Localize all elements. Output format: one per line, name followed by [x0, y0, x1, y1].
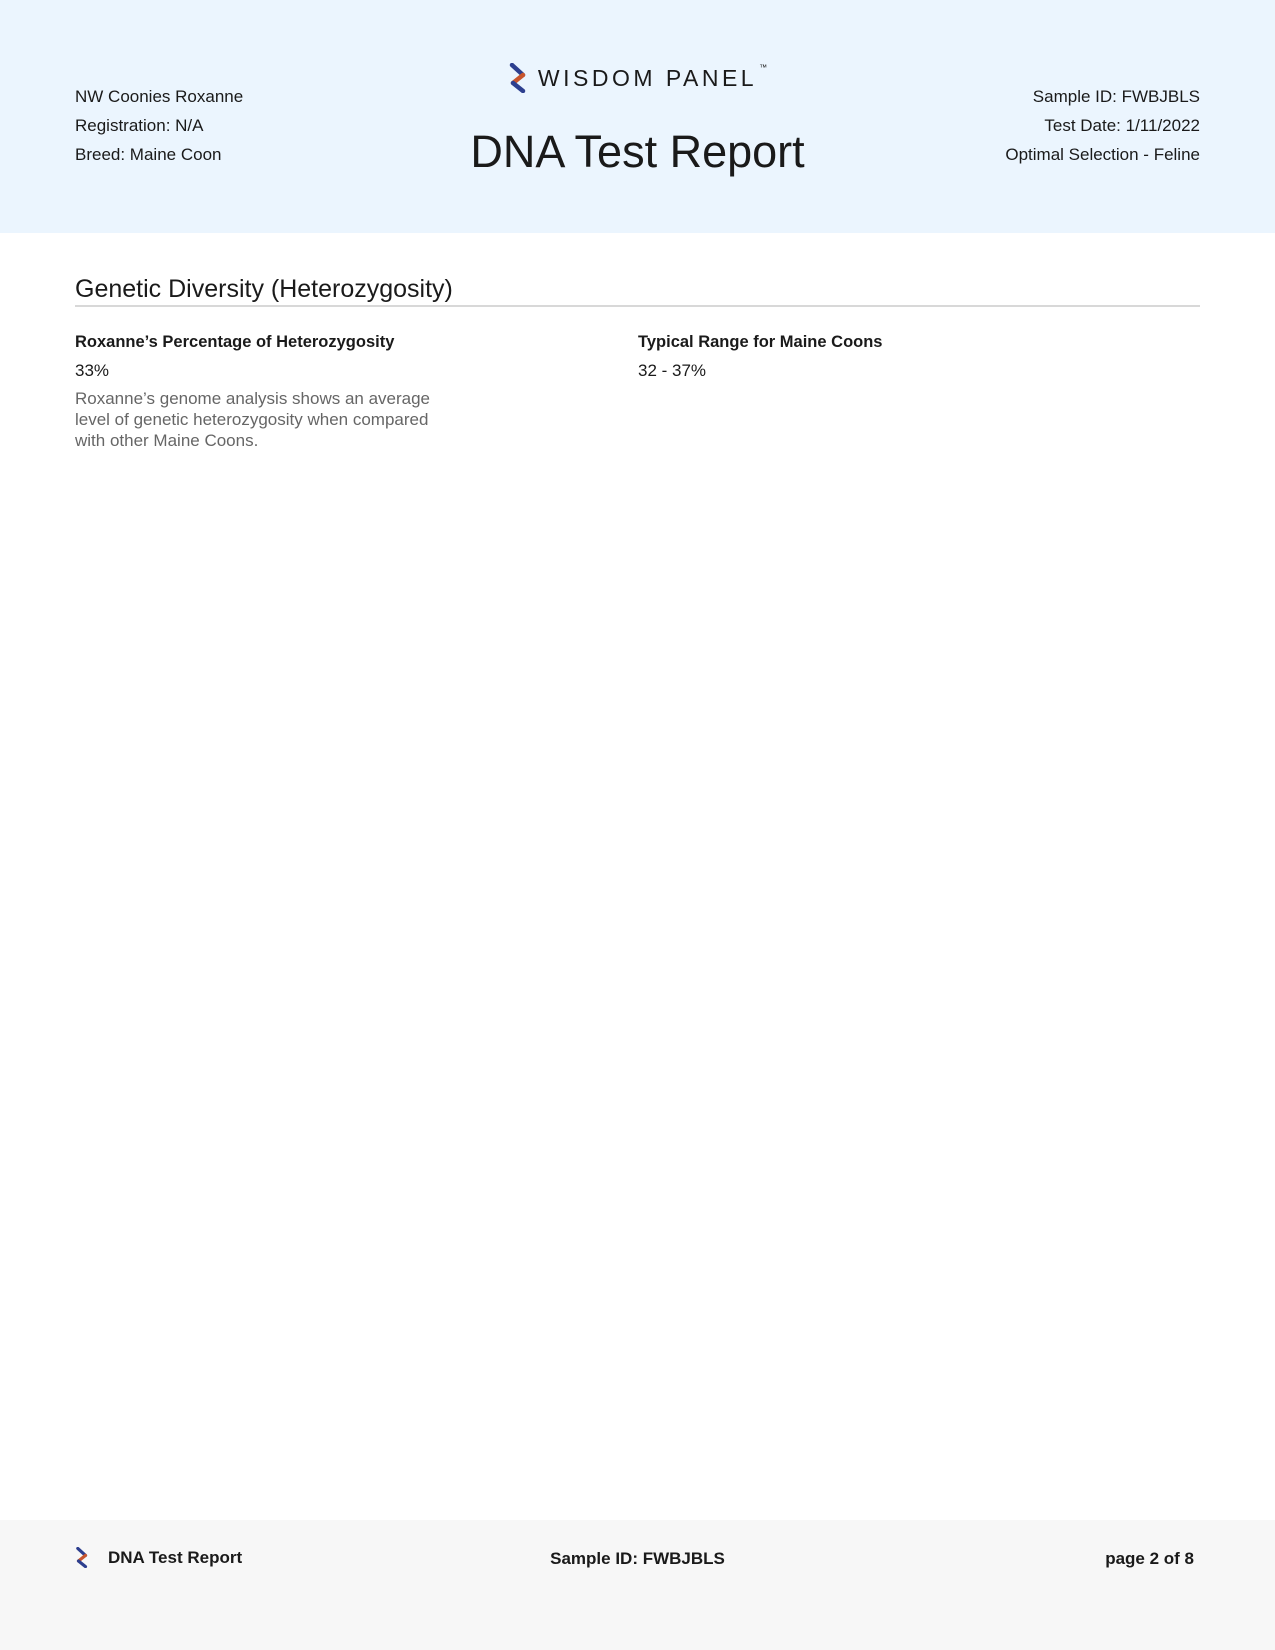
result-description: Roxanne’s genome analysis shows an average level of genetic heterozygosity when compared with other Maine Coons.	[75, 389, 431, 450]
test-date: Test Date: 1/11/2022	[1044, 116, 1200, 135]
wisdom-panel-helix-icon	[508, 63, 528, 93]
footer-sample-id: Sample ID: FWBJBLS	[550, 1549, 725, 1568]
report-title: DNA Test Report	[470, 126, 805, 177]
section-divider	[75, 305, 1200, 307]
page-number: page 2 of 8	[1105, 1549, 1194, 1568]
section-title: Genetic Diversity (Heterozygosity)	[75, 275, 453, 303]
sample-info	[1005, 82, 1200, 169]
footer-title: DNA Test Report	[108, 1547, 243, 1567]
registration: Registration: N/A	[75, 116, 204, 135]
heterozygosity-result	[75, 330, 435, 451]
product-name: Optimal Selection - Feline	[1005, 145, 1200, 164]
result-value: 33%	[75, 361, 110, 380]
range-label: Typical Range for Maine Coons	[638, 333, 883, 351]
report-header	[0, 0, 1275, 233]
breed: Breed: Maine Coon	[75, 145, 222, 164]
brand-name: WISDOM PANEL ™	[537, 62, 768, 91]
sample-id: Sample ID: FWBJBLS	[1032, 87, 1200, 106]
report-footer	[0, 1520, 1275, 1650]
result-label: Roxanne’s Percentage of Heterozygosity	[75, 333, 395, 351]
pet-name: NW Coonies Roxanne	[75, 87, 244, 106]
typical-range	[638, 330, 1198, 383]
range-value: 32 - 37%	[638, 361, 707, 380]
